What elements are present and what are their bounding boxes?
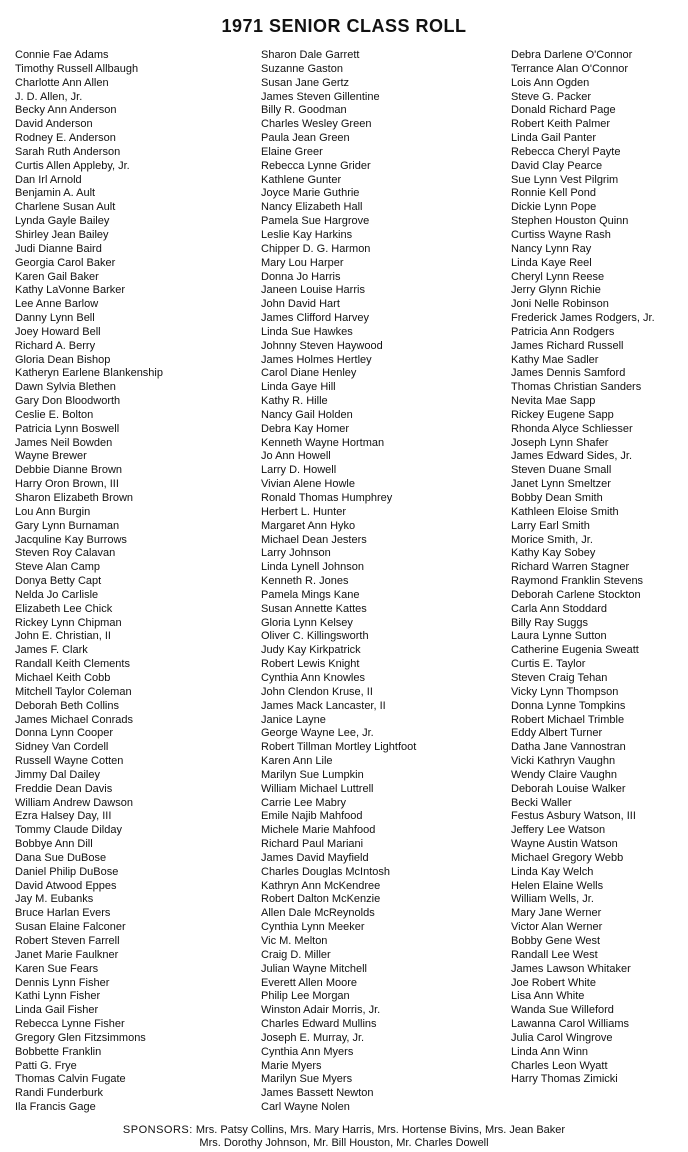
roll-name: Paula Jean Green — [261, 132, 350, 145]
roll-name: Rickey Eugene Sapp — [511, 408, 614, 421]
roll-name: James Steven Gillentine — [261, 90, 380, 103]
roll-name: Russell Wayne Cotten — [15, 755, 124, 768]
roll-name: Ezra Halsey Day, III — [15, 810, 112, 823]
roll-name: Rebecca Lynne Fisher — [15, 1018, 125, 1031]
roll-name: Michael Gregory Webb — [511, 851, 624, 864]
roll-name: Lois Ann Ogden — [511, 76, 590, 89]
roll-name: Cynthia Ann Knowles — [261, 671, 365, 684]
roll-name: Georgia Carol Baker — [15, 256, 116, 269]
sponsors-line-2: Mrs. Dorothy Johnson, Mr. Bill Houston, Mr. Charles Dowell — [199, 1137, 489, 1149]
roll-name: Vivian Alene Howle — [261, 478, 355, 491]
roll-name: Susan Elaine Falconer — [15, 921, 126, 934]
roll-name: Deborah Beth Collins — [15, 699, 119, 712]
roll-name: Datha Jane Vannostran — [511, 741, 626, 754]
roll-name: Linda Lynell Johnson — [261, 561, 364, 574]
roll-name: Becki Waller — [511, 796, 572, 809]
roll-name: Raymond Franklin Stevens — [511, 575, 644, 588]
roll-name: William Andrew Dawson — [15, 796, 133, 809]
roll-name: Larry Earl Smith — [511, 519, 590, 532]
roll-name: Joni Nelle Robinson — [511, 298, 609, 311]
roll-name: Linda Gail Fisher — [15, 1004, 99, 1017]
roll-name: Michael Dean Jesters — [261, 533, 367, 546]
roll-name: John David Hart — [261, 298, 340, 311]
roll-name: Patricia Lynn Boswell — [15, 422, 120, 435]
roll-name: Marilyn Sue Myers — [261, 1073, 353, 1086]
roll-name: Kathy R. Hille — [261, 395, 328, 408]
roll-name: Gregory Glen Fitzsimmons — [15, 1031, 146, 1044]
roll-name: Kenneth Wayne Hortman — [261, 436, 385, 449]
roll-name: Steve Alan Camp — [15, 561, 100, 574]
roll-name: Elizabeth Lee Chick — [15, 602, 113, 615]
roll-name: Daniel Philip DuBose — [15, 865, 119, 878]
roll-name: Steven Duane Small — [511, 464, 612, 477]
roll-name: Debra Darlene O'Connor — [511, 49, 633, 61]
roll-name: Ila Francis Gage — [15, 1101, 96, 1114]
roll-name: Billy Ray Suggs — [511, 616, 589, 629]
roll-name: Thomas Christian Sanders — [511, 381, 642, 394]
roll-name: Nancy Elizabeth Hall — [261, 201, 363, 214]
roll-name: Curtiss Wayne Rash — [511, 228, 611, 241]
roll-name: Gary Lynn Burnaman — [15, 519, 120, 532]
roll-name: James Michael Conrads — [15, 713, 133, 726]
roll-name: Sidney Van Cordell — [15, 741, 109, 754]
roll-name: Charlene Susan Ault — [15, 201, 116, 214]
roll-name: Tommy Claude Dilday — [15, 824, 122, 837]
roll-name: Linda Sue Hawkes — [261, 325, 353, 338]
roll-name: Charlotte Ann Allen — [15, 76, 109, 89]
roll-name: Joseph Lynn Shafer — [511, 436, 609, 449]
roll-name: Jacquline Kay Burrows — [15, 533, 127, 546]
roll-name: Kathleen Eloise Smith — [511, 505, 619, 518]
roll-name: Lou Ann Burgin — [15, 505, 91, 518]
sponsors-label: SPONSORS: — [122, 1124, 193, 1136]
page-title: 1971 SENIOR CLASS ROLL — [221, 16, 467, 36]
roll-name: Eddy Albert Turner — [511, 727, 603, 740]
roll-name: Bobby Gene West — [511, 935, 601, 947]
roll-name: Billy R. Goodman — [261, 104, 347, 117]
roll-name: Carol Diane Henley — [261, 367, 357, 380]
roll-name: Robert Tillman Mortley Lightfoot — [261, 741, 417, 754]
roll-name: Charles Douglas McIntosh — [261, 865, 391, 878]
roll-name: Marie Myers — [261, 1059, 322, 1072]
roll-name: Shirley Jean Bailey — [15, 228, 109, 241]
roll-name: Dan Irl Arnold — [15, 173, 82, 186]
roll-name: Stephen Houston Quinn — [511, 215, 629, 228]
roll-name: Bruce Harlan Evers — [15, 907, 111, 920]
roll-name: Laura Lynne Sutton — [511, 630, 607, 643]
roll-name: Judy Kay Kirkpatrick — [261, 644, 361, 657]
roll-name: James F. Clark — [15, 644, 88, 657]
roll-name: Rickey Lynn Chipman — [15, 616, 122, 629]
roll-name: Emile Najib Mahfood — [261, 810, 363, 823]
roll-name: Linda Kay Welch — [511, 865, 594, 878]
roll-name: Cynthia Ann Myers — [261, 1045, 354, 1058]
name-column-3 — [511, 49, 688, 1087]
roll-name: Susan Annette Kattes — [261, 602, 367, 615]
roll-name: Linda Gaye Hill — [261, 381, 336, 394]
roll-name: Frederick James Rodgers, Jr. — [511, 312, 655, 325]
name-column-1 — [15, 49, 250, 1115]
roll-name: Joey Howard Bell — [15, 325, 101, 338]
roll-name: Joseph E. Murray, Jr. — [261, 1031, 365, 1044]
roll-name: Dennis Lynn Fisher — [15, 976, 110, 989]
roll-name: Freddie Dean Davis — [15, 782, 113, 795]
roll-name: James Holmes Hertley — [261, 353, 372, 366]
roll-name: James Bassett Newton — [261, 1087, 374, 1100]
sponsors-line-1 — [0, 1124, 688, 1137]
roll-name: Deborah Carlene Stockton — [511, 588, 641, 601]
roll-name: Judi Dianne Baird — [15, 242, 102, 255]
roll-name: George Wayne Lee, Jr. — [261, 727, 374, 740]
roll-name: Vicky Lynn Thompson — [511, 685, 619, 698]
roll-name: Patricia Ann Rodgers — [511, 325, 615, 338]
roll-name: Donna Lynn Cooper — [15, 727, 114, 740]
roll-name: Gloria Lynn Kelsey — [261, 616, 353, 629]
roll-name: Gloria Dean Bishop — [15, 353, 111, 366]
roll-name: Danny Lynn Bell — [15, 312, 95, 325]
roll-name: Steven Craig Tehan — [511, 671, 608, 684]
roll-name: James Clifford Harvey — [261, 312, 369, 325]
roll-name: Bobbette Franklin — [15, 1045, 102, 1058]
roll-name: Ronald Thomas Humphrey — [261, 492, 393, 504]
roll-name: Kathy LaVonne Barker — [15, 284, 126, 297]
roll-name: Everett Allen Moore — [261, 976, 357, 989]
roll-name: Linda Ann Winn — [511, 1045, 589, 1058]
name-column-2 — [261, 49, 501, 1115]
roll-name: Cheryl Lynn Reese — [511, 270, 605, 283]
roll-name: William Michael Luttrell — [261, 782, 374, 795]
roll-name: Debbie Dianne Brown — [15, 464, 123, 477]
roll-name: Philip Lee Morgan — [261, 990, 350, 1003]
roll-name: John Clendon Kruse, II — [261, 685, 373, 698]
roll-name: Gary Don Bloodworth — [15, 395, 121, 408]
roll-name: Lawanna Carol Williams — [511, 1018, 629, 1031]
roll-name: Carrie Lee Mabry — [261, 796, 346, 809]
roll-name: Wayne Austin Watson — [511, 838, 618, 851]
roll-name: Donya Betty Capt — [15, 575, 102, 588]
roll-name: James Richard Russell — [511, 339, 624, 352]
roll-name: Steven Roy Calavan — [15, 547, 116, 560]
roll-name: Victor Alan Werner — [511, 921, 603, 934]
roll-name: Karen Sue Fears — [15, 962, 99, 975]
roll-name: Kathi Lynn Fisher — [15, 990, 101, 1003]
roll-name: Jo Ann Howell — [261, 450, 331, 463]
roll-name: Nancy Gail Holden — [261, 408, 353, 421]
roll-name: Michele Marie Mahfood — [261, 824, 376, 837]
roll-name: Nancy Lynn Ray — [511, 242, 592, 255]
roll-name: Morice Smith, Jr. — [511, 533, 593, 546]
roll-name: Janice Layne — [261, 713, 326, 726]
roll-name: Bobbye Ann Dill — [15, 838, 93, 851]
roll-name: Mary Jane Werner — [511, 907, 602, 920]
roll-name: Charles Wesley Green — [261, 118, 372, 131]
roll-name: Larry Johnson — [261, 547, 331, 560]
roll-name: Kathryn Ann McKendree — [261, 879, 381, 892]
roll-name: Deborah Louise Walker — [511, 782, 626, 795]
roll-name: Catherine Eugenia Sweatt — [511, 644, 639, 657]
roll-name: Becky Ann Anderson — [15, 104, 117, 117]
roll-name: Jimmy Dal Dailey — [15, 768, 100, 781]
roll-name: Lynda Gayle Bailey — [15, 215, 110, 228]
sponsors-names-1: Mrs. Patsy Collins, Mrs. Mary Harris, Mrs. Hortense Bivins, Mrs. Jean Baker — [195, 1124, 566, 1136]
roll-name: Donald Richard Page — [511, 104, 616, 117]
roll-name: Chipper D. G. Harmon — [261, 242, 371, 255]
roll-name: Charles Leon Wyatt — [511, 1059, 608, 1072]
roll-name: Robert Dalton McKenzie — [261, 893, 381, 906]
roll-name: Connie Fae Adams — [15, 49, 109, 61]
roll-name: Kathlene Gunter — [261, 173, 342, 186]
roll-name: Susan Jane Gertz — [261, 76, 350, 89]
roll-name: Carla Ann Stoddard — [511, 602, 608, 615]
roll-name: Julian Wayne Mitchell — [261, 962, 367, 975]
roll-name: Patti G. Frye — [15, 1059, 77, 1072]
roll-name: Thomas Calvin Fugate — [15, 1073, 126, 1086]
roll-name: Helen Elaine Wells — [511, 879, 604, 892]
roll-name: John E. Christian, II — [15, 630, 111, 643]
roll-name: Ronnie Kell Pond — [511, 187, 597, 200]
roll-name: William Wells, Jr. — [511, 893, 594, 906]
roll-name: James Lawson Whitaker — [511, 962, 631, 975]
roll-name: Festus Asbury Watson, III — [511, 810, 636, 823]
roll-name: Bobby Dean Smith — [511, 492, 603, 504]
roll-name: Linda Kaye Reel — [511, 256, 592, 269]
roll-name: Robert Steven Farrell — [15, 935, 120, 947]
sponsors-block — [0, 1124, 688, 1150]
roll-name: Harry Thomas Zimicki — [511, 1073, 618, 1086]
roll-name: Harry Oron Brown, III — [15, 478, 119, 491]
roll-name: Wanda Sue Willeford — [511, 1004, 614, 1017]
roll-name: Pamela Mings Kane — [261, 588, 360, 601]
roll-name: Vicki Kathryn Vaughn — [511, 755, 616, 768]
roll-name: Jerry Glynn Richie — [511, 284, 601, 297]
roll-name: Timothy Russell Allbaugh — [15, 62, 139, 75]
roll-name: David Anderson — [15, 118, 93, 131]
roll-name: Rhonda Alyce Schliesser — [511, 422, 633, 435]
roll-name: Dawn Sylvia Blethen — [15, 381, 116, 394]
roll-name: Janet Lynn Smeltzer — [511, 478, 611, 491]
roll-name: Mary Lou Harper — [261, 256, 344, 269]
roll-name: Richard Paul Mariani — [261, 838, 364, 851]
roll-name: Dana Sue DuBose — [15, 851, 107, 864]
roll-name: Julia Carol Wingrove — [511, 1031, 613, 1044]
roll-name: Allen Dale McReynolds — [261, 907, 375, 920]
roll-name: Vic M. Melton — [261, 935, 328, 947]
roll-name: Leslie Kay Harkins — [261, 228, 353, 241]
roll-name: Charles Edward Mullins — [261, 1018, 377, 1031]
roll-name: Dickie Lynn Pope — [511, 201, 597, 214]
roll-name: James Mack Lancaster, II — [261, 699, 386, 712]
roll-name: Johnny Steven Haywood — [261, 339, 383, 352]
roll-name: Ceslie E. Bolton — [15, 408, 94, 421]
roll-name: Jeffery Lee Watson — [511, 824, 606, 837]
roll-name: Sharon Dale Garrett — [261, 49, 360, 61]
roll-name: Jay M. Eubanks — [15, 893, 94, 906]
roll-name: James Edward Sides, Jr. — [511, 450, 633, 463]
roll-name: J. D. Allen, Jr. — [15, 90, 83, 103]
roll-name: Nelda Jo Carlisle — [15, 588, 99, 601]
roll-name: Wendy Claire Vaughn — [511, 768, 617, 781]
roll-name: Craig D. Miller — [261, 948, 331, 961]
roll-name: Robert Michael Trimble — [511, 713, 625, 726]
roll-name: Robert Keith Palmer — [511, 118, 611, 131]
roll-name: Linda Gail Panter — [511, 132, 596, 145]
roll-name: Herbert L. Hunter — [261, 505, 346, 518]
roll-name: Kenneth R. Jones — [261, 575, 349, 588]
roll-name: Janet Marie Faulkner — [15, 948, 119, 961]
roll-name: Sarah Ruth Anderson — [15, 145, 121, 158]
roll-name: Janeen Louise Harris — [261, 284, 365, 297]
roll-name: Mitchell Taylor Coleman — [15, 685, 132, 698]
roll-name: Curtis E. Taylor — [511, 658, 586, 671]
roll-name: Donna Lynne Tompkins — [511, 699, 626, 712]
roll-name: Pamela Sue Hargrove — [261, 215, 370, 228]
roll-name: Karen Gail Baker — [15, 270, 99, 283]
roll-name: Curtis Allen Appleby, Jr. — [15, 159, 130, 172]
roll-name: Sharon Elizabeth Brown — [15, 492, 134, 504]
roll-name: David Atwood Eppes — [15, 879, 117, 892]
roll-name: Richard A. Berry — [15, 339, 96, 352]
roll-name: Joe Robert White — [511, 976, 596, 989]
roll-name: Kathy Kay Sobey — [511, 547, 596, 560]
roll-name: Larry D. Howell — [261, 464, 337, 477]
roll-name: Steve G. Packer — [511, 90, 592, 103]
roll-name: Cynthia Lynn Meeker — [261, 921, 365, 934]
roll-name: Donna Jo Harris — [261, 270, 341, 283]
roll-name: David Clay Pearce — [511, 159, 603, 172]
roll-name: Suzanne Gaston — [261, 62, 343, 75]
roll-name: James Neil Bowden — [15, 436, 113, 449]
roll-name: Terrance Alan O'Connor — [511, 62, 629, 75]
roll-name: Michael Keith Cobb — [15, 671, 111, 684]
roll-name: Rebecca Cheryl Payte — [511, 145, 621, 158]
roll-name: James Dennis Samford — [511, 367, 626, 380]
roll-name: Marilyn Sue Lumpkin — [261, 768, 364, 781]
roll-name: Joyce Marie Guthrie — [261, 187, 360, 200]
roll-name: Lisa Ann White — [511, 990, 585, 1003]
roll-name: Benjamin A. Ault — [15, 187, 96, 200]
roll-name: Richard Warren Stagner — [511, 561, 630, 574]
roll-name: Randall Keith Clements — [15, 658, 130, 671]
roll-name: Margaret Ann Hyko — [261, 519, 356, 532]
roll-name: Winston Adair Morris, Jr. — [261, 1004, 381, 1017]
roll-name: Lee Anne Barlow — [15, 298, 99, 311]
roll-name: Carl Wayne Nolen — [261, 1101, 350, 1114]
roll-name: Robert Lewis Knight — [261, 658, 360, 671]
roll-name: Rodney E. Anderson — [15, 132, 116, 145]
roll-name: Nevita Mae Sapp — [511, 395, 596, 408]
roll-name: James David Mayfield — [261, 851, 369, 864]
roll-name: Katheryn Earlene Blankenship — [15, 367, 163, 380]
roll-name: Karen Ann Lile — [261, 755, 333, 768]
roll-name: Rebecca Lynne Grider — [261, 159, 371, 172]
roll-name: Debra Kay Homer — [261, 422, 350, 435]
roll-name: Oliver C. Killingsworth — [261, 630, 369, 643]
roll-name: Sue Lynn Vest Pilgrim — [511, 173, 619, 186]
roll-name: Randi Funderburk — [15, 1087, 104, 1100]
roll-name: Kathy Mae Sadler — [511, 353, 599, 366]
roll-name: Randall Lee West — [511, 948, 598, 961]
roll-name: Elaine Greer — [261, 145, 323, 158]
roll-name: Wayne Brewer — [15, 450, 87, 463]
